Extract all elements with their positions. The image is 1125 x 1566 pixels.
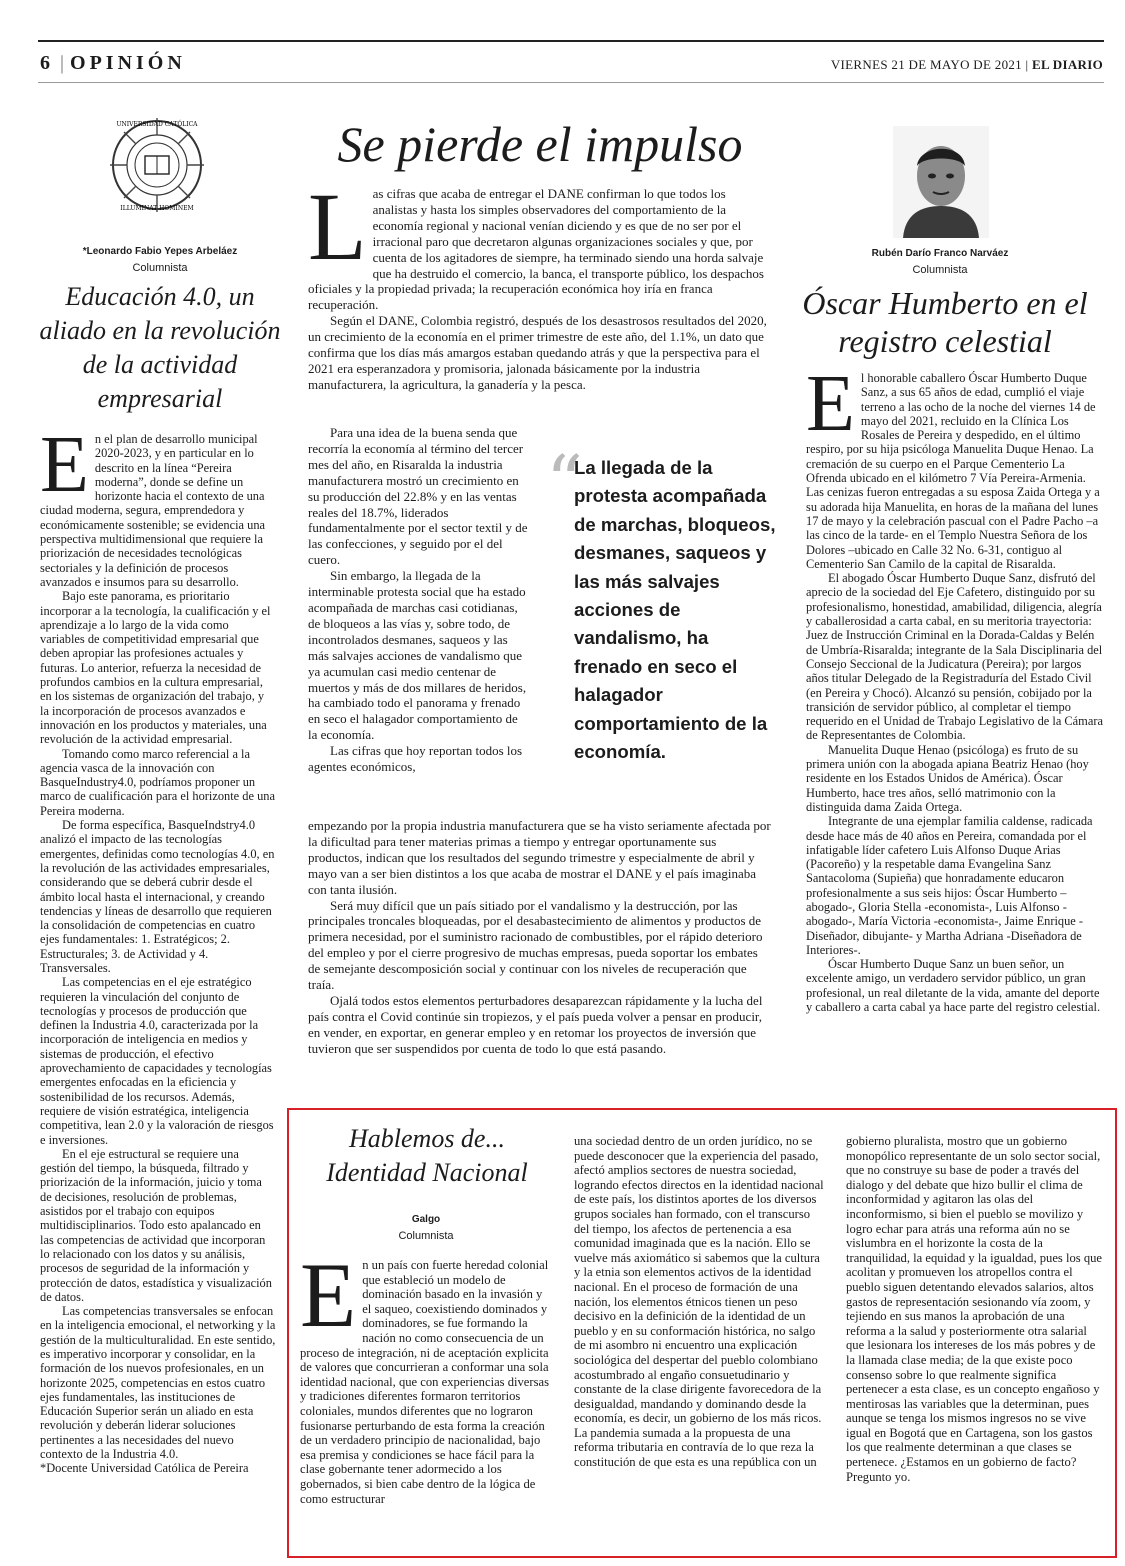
bottom-title-line-2: Identidad Nacional [326, 1158, 528, 1187]
columnist-portrait [893, 126, 989, 238]
right-article-author: Rubén Darío Franco Narváez [871, 248, 1009, 259]
left-footnote: *Docente Universidad Católica de Pereira [40, 1461, 249, 1476]
left-paragraph-7: Las competencias transversales se enfocan en la inteligencia emocional, el networking y la gestión de la multiculturalidad. En este sentido, es imperativo incorporar y consolidar, en la formación de los nuevos profesionales, en un horizonte 2025, competencias en estos cuatro ejes fundamentales, las instituciones de Educación Superior serán un aliado en esta revolución y deberán liderar soluciones pertinentes a las necesidades del nuevo contexto de la Industria 4.0. [40, 1304, 276, 1462]
bottom-article-role: Columnista [398, 1230, 454, 1242]
editorial-title: Se pierde el impulso [337, 116, 743, 172]
bottom-article-title [296, 1122, 558, 1190]
editorial-paragraph-2: Según el DANE, Colombia registró, después de los desastrosos resultados del 2020, un crecimiento de la economía en el primer trimestre de este año, del 1.1%, un dato que confirma que los días más amargos estaban quedando atrás y que la perspectiva para el 2021 era esperanzadora y promisoria, jalonada básicamente por la industria manufacturera, la agricultura, la ganadería y la pesca. [308, 313, 767, 392]
bottom-col3-text: gobierno pluralista, mostro que un gobierno monopólico representante de un solo sector social, que no construye su base de poder a través del dialogo y del debate que hizo bullir el clima de inconformidad y agitaron las olas del inconformismo, si bien el pueblo se movilizo y logro echar para atrás una reforma aún no se vislumbra en el horizonte la costa de la tranquilidad, la equidad y la igualdad, pues los que acolitan y promueven los atropellos contra el pueblo siguen detentando elevados salarios, altos gastos de representación sesionando vía zoom, y tejiendo en sus manos la aprobación de una reforma a la salud y posteriormente otra salarial que lesionara los intereses de los más pobres y de la llamada clase media; de la que existe poco consenso sobre lo que realmente significa pertenecer a esta clase, es un concepto engañoso y mentirosas las variables que la determinan, pues aunque se tenga los mismos ingresos no se vive igual en Bogotá que en Cartagena, son los gastos los que realmente determinan a que clases se pertenece. ¿Estamos en un gobierno de facto? Pregunto yo. [846, 1134, 1103, 1484]
bottom-article-col-1 [300, 1244, 550, 1506]
left-title-line-4: empresarial [97, 384, 223, 413]
editorial-paragraph-5b: empezando por la propia industria manufacturera que se ha visto seriamente afectada por la dificultad para tener materias primas a tiempo y entregar oportunamente sus productos, indican que los resultados del segundo trimestre y especialmente de abril y mayo van a ser bien distintos a los que acaba de mostrar el DANE y el país imaginaba con tanta ilusión. [308, 818, 771, 897]
left-article-author: *Leonardo Fabio Yepes Arbeláez [82, 246, 238, 257]
editorial-pull-quote: La llegada de la protesta acompañada de marchas, bloqueos, desmanes, saqueos y las más salvajes acciones de vandalismo, ha frenado en seco el halagador comportamiento de la economía. [574, 457, 776, 763]
top-rule [38, 40, 1104, 42]
left-dropcap: E [40, 421, 89, 509]
left-article-role: Columnista [132, 262, 188, 274]
editorial-dropcap: L [308, 173, 367, 280]
right-paragraph-3: Manuelita Duque Henao (psicóloga) es fruto de su primera unión con la abogada apiana Beatriz Henao (hoy residente en los Estados Unidos de América). Óscar Humberto, hace tres años, selló matrimonio con la distinguida dama Zaida Ortega. [806, 742, 1089, 814]
header-rule [38, 82, 1104, 83]
left-paragraph-4: De forma específica, BasqueIndstry4.0 analizó el impacto de las tecnologías emergentes, definidas como tecnologías 4.0, en la revolución de las actividades empresariales, considerando que se deberá cubrir desde el ámbito local hasta el internacional, y creando tendencias y líneas de desarrollo que requieren la consolidación de competencias en cuatro ejes fundamentales: 1. Estratégicos; 2. Estructurales; 3. de Actividad y 4. Transversales. [40, 818, 275, 975]
editorial-body-narrow [308, 425, 530, 775]
bottom-article-col-3 [846, 1134, 1104, 1484]
right-paragraph-4: Integrante de una ejemplar familia caldense, radicada desde hace más de 40 años en Pereira, comandada por el infatigable líder cafetero Luis Alfonso Duque Arias (Pacoreño) y la respetable dama Evangelina Sanz Santacoloma (Supieña) que honradamente educaron profesionalmente a sus seis hijos: Óscar Humberto –abogado-, Gloria Stella -economista-, Luis Alfonso -abogado-, María Victoria -economista-, Jaime Enrique -Diseñador, dibujante- y Martha Adriana -Diseñadora de Interiores-. [806, 814, 1093, 957]
left-paragraph-1: n el plan de desarrollo municipal 2020-2023, y en particular en lo descrito en la línea “Pereira moderna”, donde se define un horizonte hacia el contexto de una ciudad moderna, segura, emprendedora y económicamente sostenible; se evidencia una perspectiva multidimensional que requiere la priorización de necesidades tecnológicas sectoriales y la definición de procesos avanzados e insumos para su desarrollo. [40, 432, 266, 589]
editorial-paragraph-5a: Las cifras que hoy reportan todos los agentes económicos, [308, 743, 523, 775]
right-title-line-2: registro celestial [838, 323, 1052, 359]
bottom-col1-text: n un país con fuerte heredad colonial que estableció un modelo de dominación basado en la invasión y el saqueo, coexistiendo dominados y dominadores, se fue formando la nación no como consecuencia de un proceso de integración, ni de aceptación explicita de valores que concurrieran a conformar una sola identidad nacional, que con experiencias diversas y tradiciones diferentes formaron territorios coloniales, mundos diferentes que no lograron fusionarse perturbando de esta forma la creación de un verdadero principio de nacionalidad, bajo esa premisa y condiciones se hace fácil para la clase gobernante tener adormecido a los gobernados, si bien cabe dentro de la lógica de como estructurar [300, 1258, 549, 1506]
page-section-header [40, 52, 186, 75]
svg-text:ILLUMINAT HOMINEM: ILLUMINAT HOMINEM [120, 205, 194, 212]
bottom-article-author: Galgo [411, 1214, 441, 1225]
header-separator: | [60, 52, 65, 74]
left-paragraph-5: Las competencias en el eje estratégico requieren la vinculación del conjunto de tecnologías y procesos de producción que definen la Industria 4.0, caracterizada por la incorporación de inteligencia en medios y sistemas de producción, el efectivo aprovechamiento de capacidades y tecnologías emergentes enfocadas en la eficiencia y sostenibilidad de los recursos. Además, requiere de visión estratégica, inteligencia competitiva, lean 2.0 y la valoración de riesgos e inversiones. [40, 975, 274, 1147]
pull-quote-mark: “ [546, 440, 583, 524]
page-number: 6 [40, 52, 54, 74]
left-title-line-3: de la actividad [82, 350, 238, 379]
editorial-paragraph-7: Ojalá todos estos elementos perturbadores desaparezcan rápidamente y la lucha del país contra el Covid continúe sin tropiezos, y el país pueda volver a pensar en producir, en vender, en exportar, en generar empleo y en retomar los proyectos de inversión que tuvieron que ser suspendidos por cuenta de todo lo que está pasando. [308, 992, 763, 1056]
left-title-line-1: Educación 4.0, un [65, 282, 255, 311]
section-name: OPINIÓN [70, 52, 186, 74]
right-dropcap: E [806, 360, 855, 448]
left-article-body [40, 421, 276, 1476]
editorial-body-top [308, 173, 772, 393]
right-article-body [806, 360, 1104, 1015]
bottom-title-line-1: Hablemos de... [349, 1124, 505, 1153]
issue-date: VIERNES 21 DE MAYO DE 2021 [830, 57, 1022, 72]
bottom-dropcap: E [300, 1244, 357, 1346]
editorial-paragraph-3: Para una idea de la buena senda que recorría la economía al término del tercer mes del año, en Risaralda la industria manufacturera mostró un crecimiento en su producción del 22.8% y en las ventas reales del 18.7%, liderados fundamentalmente por el sector textil y de las confecciones, y seguido por el del cuero. [308, 425, 528, 568]
editorial-paragraph-6: Será muy difícil que un país sitiado por el vandalismo y la destrucción, por las principales troncales bloqueadas, por el desabastecimiento de alimentos y productos de primera necesidad, por el suministro racionado de combustibles, por el rápido deterioro del empleo y por el cierre progresivo de muchas empresas, pueda soportar los embates de semejante descomposición social y continuar con los niveles de recuperación que traía. [308, 897, 763, 993]
university-seal-logo [102, 110, 212, 220]
left-paragraph-6: En el eje estructural se requiere una gestión del tiempo, la búsqueda, filtrado y priorización de la información, juicio y toma de decisiones, resolución de problemas, asistidos por el trabajo con equipos multidisciplinarios. Todo esto apalancado en las competencias de actividad que incorporan lo relacionado con los datos y su análisis, procesos de seguridad de la información y protección de datos, estadística y visualización de datos. [40, 1146, 272, 1304]
dateline: VIERNES 21 DE MAYO DE 2021 | EL DIARIO [830, 57, 1103, 72]
left-paragraph-2: Bajo este panorama, es prioritario incorporar a la tecnología, la cualificación y el aprendizaje a lo largo de la vida como variables de competitividad empresarial que deben apropiar las profesiones actuales y futuras. Lo anterior, refuerza la necesidad de profundos cambios en la cultura empresarial, en los sistemas de organización del trabajo, y la incorporación de procesos avanzados e innovación en los productos y materiales, una revolución de la actividad empresarial. [40, 589, 271, 747]
bottom-article-col-2 [574, 1134, 828, 1470]
right-title-line-1: Óscar Humberto en el [802, 285, 1088, 321]
right-article-title [790, 284, 1100, 360]
svg-text:UNIVERSIDAD CATÓLICA: UNIVERSIDAD CATÓLICA [116, 121, 198, 128]
left-article-title [38, 280, 282, 416]
right-paragraph-2: El abogado Óscar Humberto Duque Sanz, disfrutó del aprecio de la sociedad del Eje Cafetero, distinguido por su profesionalismo, honestidad, amabilidad, diligencia, alegría y caballerosidad a carta cabal, en su meritoria trayectoria: Juez de Instrucción Criminal en la Dorada-Caldas y Belén de Umbría-Risaralda; integrante de la Sala Disciplinaria del Consejo Seccional de la Judicatura (Pereira); por largos años titular Delegado de la Registraduría del Estado Civil (en Pereira y Chocó). Alcanzó su pensión, cobijado por la transición de servidor público, al completar el tiempo requerido en el Unidad de Trabajo Legislativo de la Cámara de Representantes de Colombia. [806, 571, 1103, 743]
left-paragraph-3: Tomando como marco referencial a la agencia vasca de la innovación con BasqueIndustry4.0, podríamos proponer un marco de cualificación para el horizonte de una Pereira moderna. [40, 746, 275, 818]
editorial-paragraph-4: Sin embargo, la llegada de la interminable protesta social que ha estado acompañada de marchas casi cotidianas, de bloqueos a las vías y, sobre todo, de incontrolados desmanes, saqueos y las más salvajes acciones de vandalismo que ya acumulan casi medio centenar de muertos y más de dos millares de heridos, ha cambiado todo el panorama y frenado en seco el halagador comportamiento de la economía. [308, 568, 527, 743]
right-paragraph-5: Óscar Humberto Duque Sanz un buen señor, un excelente amigo, un verdadero servidor público, un gran profesional, un real diletante de la vida, amante del deporte y caballero a carta cabal ya hace parte del registro celestial. [806, 957, 1101, 1015]
editorial-paragraph-1: as cifras que acaba de entregar el DANE confirman lo que todos los analistas y hasta los simples observadores del comportamiento de la economía regional y nacional venían diciendo y es que de no ser por el irracional paro que decretaron algunas organizaciones sociales y que, por cuenta de los agitadores de siempre, ha terminado siendo una horda salvaje que ha destruido el comercio, la banca, el transporte público, los despachos oficiales y la propiedad privada; la recuperación económica hoy iría en franca recuperación. [308, 186, 764, 313]
paper-name: EL DIARIO [1032, 57, 1103, 72]
editorial-body-bottom [308, 818, 772, 1057]
right-article-role: Columnista [912, 264, 968, 276]
left-title-line-2: aliado en la revolución [39, 316, 281, 345]
bottom-col2-text: una sociedad dentro de un orden jurídico, no se puede desconocer que la experiencia del pasado, afectó amplios sectores de nuestra sociedad, logrando efectos directos en la identidad nacional de este país, los distintos aportes de los diversos grupos sociales han formado, con el transcurso del tiempo, los afectos de pertenencia a esa comunidad imaginada que es la nación. Ello se vuelve más axiomático si sabemos que la cultura y la etnia son elementos activos de la identidad nacional. En el proceso de formación de una nación, los elementos étnicos tienen un peso decisivo en la definición de la identidad de un pueblo y en su conformación histórica, no salgo de mi asombro ni encuentro una explicación sociológica del despertar del pueblo colombiano acostumbrado al engaño consuetudinario y constante de la clase dirigente favorecedora de la desigualdad, mandando y dominando desde la economía, es decir, un gobierno de los más ricos. La pandemia sumada a la propuesta de una reforma tributaria en contravía de lo que reza la constitución de que esta es una república con un [574, 1134, 824, 1470]
right-paragraph-1: l honorable caballero Óscar Humberto Duque Sanz, a sus 65 años de edad, cumplió el viaje terreno a las ocho de la noche del viernes 14 de mayo del 2021, recluido en la Clínica Los Rosales de Pereira y despedido, en el último respiro, por su hija psicóloga Manuelita Duque Henao. La cremación de su cuerpo en el Parque Cementerio La Ofrenda ubicado en el kilómetro 7 Vía Pereira-Armenia. Las cenizas fueron entregadas a su esposa Zaida Ortega y a su adorada hija Manuelita, en horas de la mañana del lunes 17 de mayo y la celebración pascual con el Padre Pacho –a las cinco de la tarde- en el Templo Nuestra Señora de los Dolores –ubicado en Calle 32 No. 6-31, contiguo al Cementerio San Camilo de la capital de Risaralda. [806, 371, 1100, 571]
